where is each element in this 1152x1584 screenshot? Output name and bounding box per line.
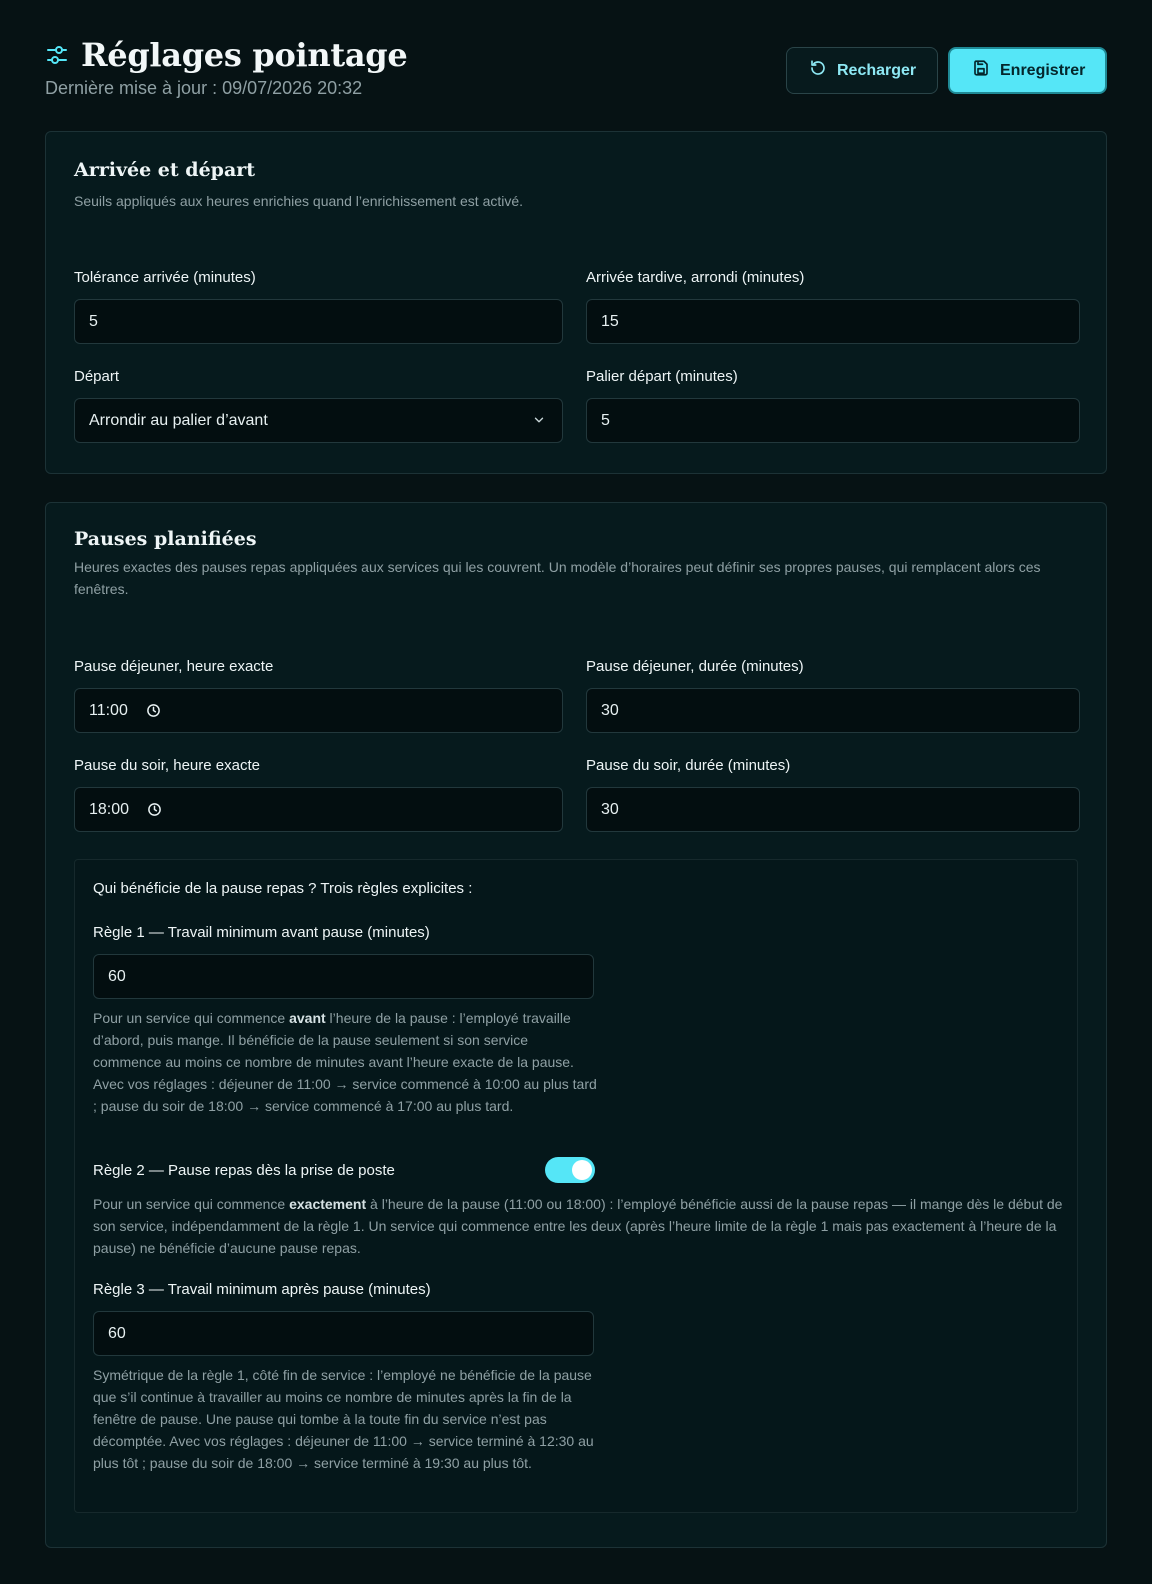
rule1-label: Règle 1 — Travail minimum avant pause (minutes) <box>93 924 430 941</box>
tolerance-input[interactable] <box>74 299 563 344</box>
rule3-input[interactable] <box>93 1311 594 1356</box>
rule1-help-bold: avant <box>289 1010 326 1026</box>
rule2-toggle[interactable] <box>545 1157 595 1183</box>
rule3-label: Règle 3 — Travail minimum après pause (minutes) <box>93 1281 431 1298</box>
rule1-input[interactable] <box>93 954 594 999</box>
breaks-card-description: Heures exactes des pauses repas appliquées aux services qui les couvrent. Un modèle d’horaires peut définir ses propres pauses, qui remplacent alors ces fenêtres. <box>74 559 1041 597</box>
rule3-value: 60 <box>108 1324 126 1342</box>
evening-duration-input[interactable] <box>586 787 1080 832</box>
tolerance-value: 5 <box>89 312 98 330</box>
rule2-help-text-a: Pour un service qui commence <box>93 1196 290 1212</box>
rule2-help-text-b: à l’heure de la pause (11:00 ou 18:00) : l’employé bénéficie aussi de la pause repas — il mange dès le début de son service, indépendamment de la règle 1. Un service qui commence entre les deux (après l’heure limite de la règle 1 mais pas exactement à l’heure de la pause) ne bénéficie d’aucune pause repas. <box>93 1196 1063 1256</box>
late-arrival-input[interactable] <box>586 299 1080 344</box>
late-arrival-label: Arrivée tardive, arrondi (minutes) <box>586 269 805 286</box>
arrival-departure-card <box>45 131 1107 474</box>
lunch-time-input[interactable] <box>74 688 563 733</box>
sliders-icon <box>45 43 69 67</box>
rule1-help <box>93 1007 597 1117</box>
evening-time-value: 18:00 <box>89 800 130 818</box>
toggle-knob <box>572 1160 592 1180</box>
rule1-help-text-a: Pour un service qui commence <box>93 1010 290 1026</box>
clock-icon[interactable] <box>147 802 162 817</box>
lunch-duration-input[interactable] <box>586 688 1080 733</box>
reload-button-label: Recharger <box>837 61 917 79</box>
departure-select[interactable] <box>74 398 563 443</box>
late-arrival-value: 15 <box>601 312 619 330</box>
clock-icon[interactable] <box>146 703 161 718</box>
departure-step-value: 5 <box>601 411 610 429</box>
lunch-time-label: Pause déjeuner, heure exacte <box>74 658 274 675</box>
last-update-text: Dernière mise à jour : 09/07/2026 20:32 <box>45 78 363 98</box>
tolerance-label: Tolérance arrivée (minutes) <box>74 269 256 286</box>
lunch-duration-value: 30 <box>601 701 619 719</box>
chevron-down-icon <box>532 413 546 432</box>
rule2-help-bold: exactement <box>289 1196 367 1212</box>
header-actions <box>786 47 1107 94</box>
save-icon <box>972 59 990 82</box>
departure-step-input[interactable] <box>586 398 1080 443</box>
arrival-card-description: Seuils appliqués aux heures enrichies quand l’enrichissement est activé. <box>74 193 524 209</box>
evening-duration-value: 30 <box>601 800 619 818</box>
rule2-help <box>93 1193 1063 1259</box>
planned-breaks-card <box>45 502 1107 1548</box>
page-title: Réglages pointage <box>81 36 408 74</box>
reload-icon <box>809 59 827 82</box>
evening-time-label: Pause du soir, heure exacte <box>74 757 260 774</box>
meal-break-rules-box <box>74 859 1078 1513</box>
reload-button[interactable] <box>786 47 938 94</box>
arrival-card-title: Arrivée et départ <box>74 159 256 181</box>
rule3-help: Symétrique de la règle 1, côté fin de service : l’employé ne bénéficie de la pause que s’il continue à travailler au moins ce nombre de minutes après la fin de la fenêtre de pause. Une pause qui tombe à la toute fin du service n’est pas décomptée. Avec vos réglages : déjeuner de 11:00 → service terminé à 12:30 au plus tôt ; pause du soir de 18:00 → service terminé à 19:30 au plus tôt. <box>93 1367 594 1471</box>
rules-heading: Qui bénéficie de la pause repas ? Trois règles explicites : <box>93 880 473 897</box>
lunch-duration-label: Pause déjeuner, durée (minutes) <box>586 658 804 675</box>
rule1-help-text-b: l’heure de la pause : l’employé travaille d’abord, puis mange. Il bénéficie de la pause seulement si son service commence au moins ce nombre de minutes avant l’heure exacte de la pause. Avec vos réglages : déjeuner de 11:00 → service commencé à 10:00 au plus tard ; pause du soir de 18:00 → service commencé à 17:00 au plus tard. <box>93 1010 597 1114</box>
page-header <box>45 36 1107 106</box>
departure-label: Départ <box>74 368 120 385</box>
save-button[interactable] <box>948 47 1107 94</box>
breaks-card-title: Pauses planifiées <box>74 528 257 550</box>
lunch-time-value: 11:00 <box>89 701 128 719</box>
evening-time-input[interactable] <box>74 787 563 832</box>
rule2-label: Règle 2 — Pause repas dès la prise de poste <box>93 1162 395 1179</box>
departure-step-label: Palier départ (minutes) <box>586 368 738 385</box>
departure-selected-value: Arrondir au palier d’avant <box>89 411 268 429</box>
save-button-label: Enregistrer <box>1000 61 1086 79</box>
rule1-value: 60 <box>108 967 126 985</box>
evening-duration-label: Pause du soir, durée (minutes) <box>586 757 791 774</box>
